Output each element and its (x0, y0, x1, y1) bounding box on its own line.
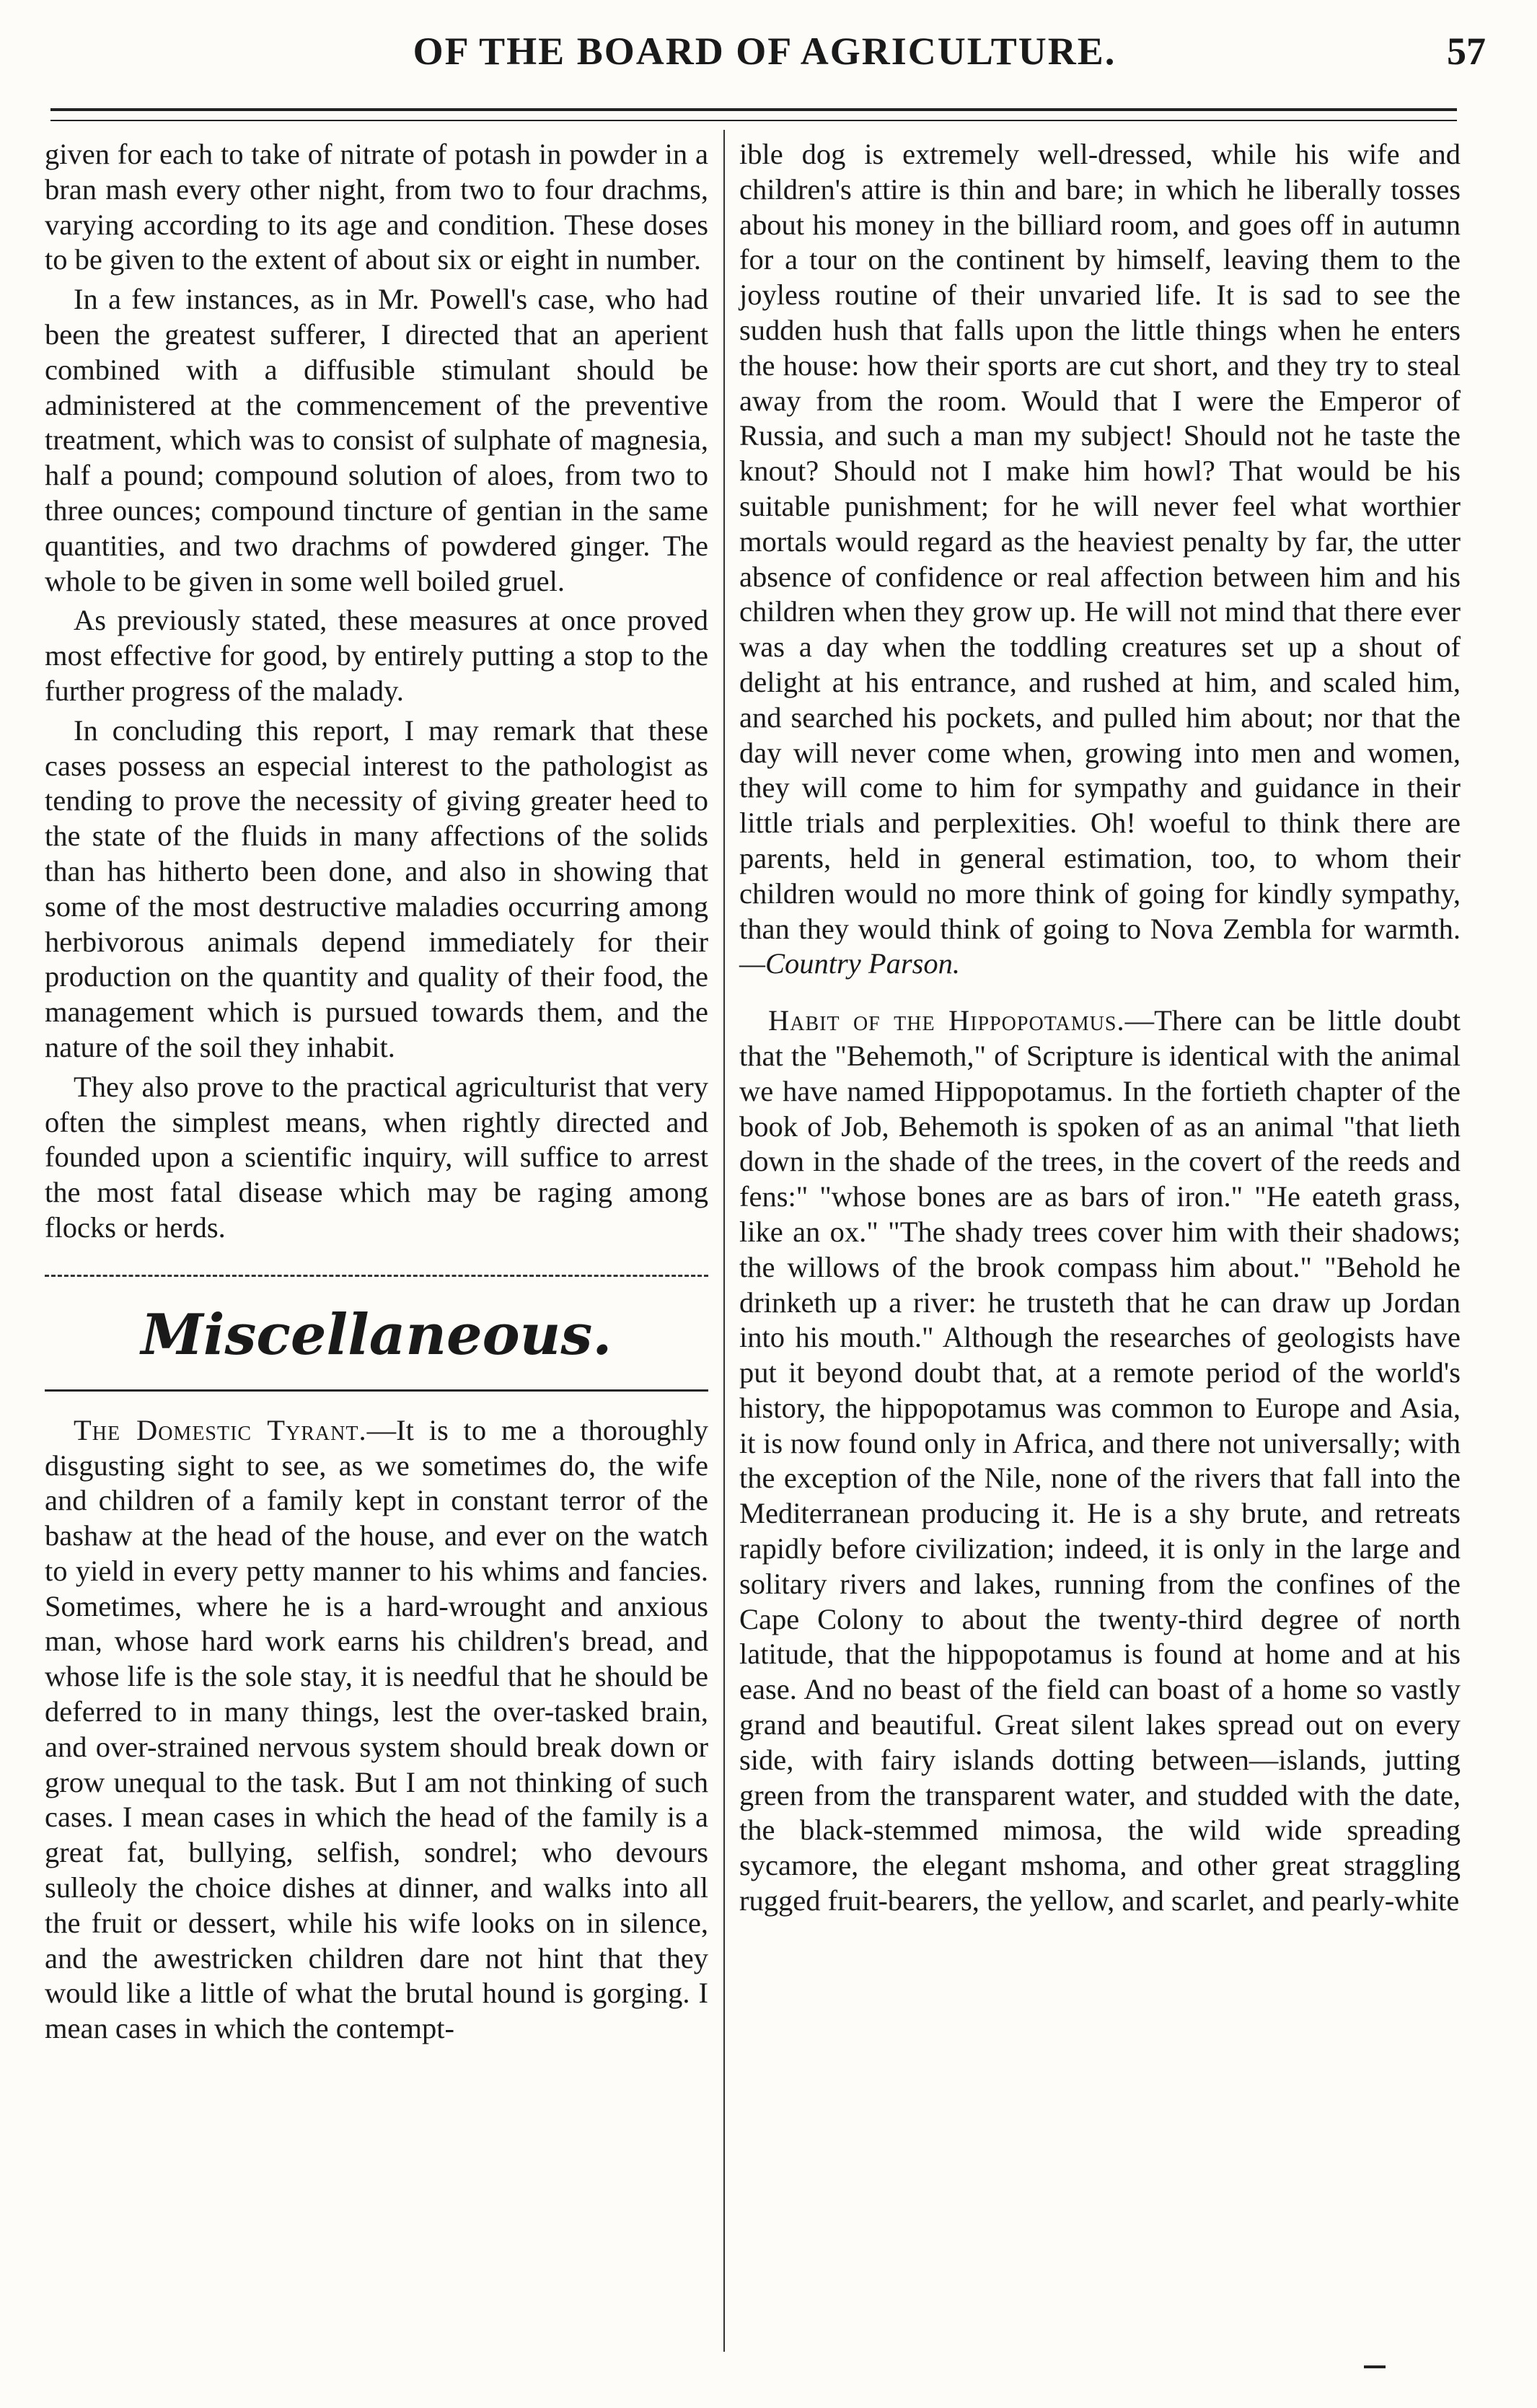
column-divider (723, 130, 725, 2352)
paragraph: In concluding this report, I may remark that these cases possess an especial interest to the pathologist as tending to prove the necessity of giving greater heed to the state of the fluids in many affections of the solids than has hitherto been done, and also in showing that some of the most destructive maladies occurring among herbivorous animals depend immediately for their production on the quantity and quality of their food, the management which is pursued towards them, and the nature of the soil they inhabit. (45, 713, 708, 1063)
heading-rule (45, 1389, 708, 1392)
section-divider (45, 1275, 708, 1277)
header-rule (50, 108, 1457, 121)
catchword-mark (1364, 2365, 1386, 2368)
page-number: 57 (1447, 30, 1486, 73)
running-title: OF THE BOARD OF AGRICULTURE. (413, 30, 1117, 73)
article-title: The Domestic Tyrant. (74, 1413, 367, 1446)
page-header (29, 29, 1500, 94)
article-domestic-tyrant (45, 1413, 708, 2047)
article-title: Habit of the Hippopotamus. (768, 1004, 1125, 1037)
paragraph: In a few instances, as in Mr. Powell's case, who had been the greatest sufferer, I directed that an aperient combined with a diffusible stimulant should be administered at the commencement of the preventive treatment, which was to consist of sulphate of magnesia, half a pound; compound solution of aloes, from two to three ounces; compound tincture of gentian in the same quantities, and two drachms of powdered ginger. The whole to be given in some well boiled gruel. (45, 283, 708, 597)
article-hippopotamus (739, 1003, 1461, 1919)
right-column (739, 137, 1461, 1919)
article-body: ible dog is extremely well-dressed, while his wife and children's attire is thin and bare; in which he liberally tosses about his money in the billiard room, and goes off in autumn for a tour on the continent by himself, leaving them to the joyless routine of their unvaried life. It is sad to see the sudden hush that falls upon the little things when he enters the house: how their sports are cut short, and they try to steal away from the room. Would that I were the Emperor of Russia, and such a man my subject! Should not he taste the knout? Should not I make him howl? That would be his suitable punishment; for he will never feel what worthier mortals would regard as the heaviest penalty by far, the utter absence of confidence or real affection between him and his children when they grow up. He will not mind that there ever was a day when the toddling creatures set up a shout of delight at his entrance, and rushed at him, and scaled him, and searched his pockets, and pulled him about; nor that the day will never come when, growing into men and women, they will come to him for sympathy and guidance in their little trials and perplexities. Oh! woeful to think there are parents, held in general estimation, too, to whom their children would no more think of going for kindly sympathy, than they would think of going to Nova Zembla for warmth. (739, 138, 1461, 945)
paragraph: given for each to take of nitrate of potash in powder in a bran mash every other night, from two to four drachms, varying according to its age and condition. These doses to be given to the extent of about six or eight in number. (45, 138, 708, 276)
article-continued (739, 137, 1461, 982)
section-heading: Miscellaneous. (141, 1301, 612, 1368)
article-signature: —Country Parson. (739, 947, 961, 980)
left-column (45, 137, 708, 2047)
paragraph: As previously stated, these measures at once proved most effective for good, by entirely putting a stop to the further progress of the malady. (45, 604, 708, 707)
article-body: —It is to me a thoroughly disgusting sight to see, as we sometimes do, the wife and children of a family kept in constant terror of the bashaw at the head of the house, and ever on the watch to yield in every petty manner to his whims and fancies. Sometimes, where he is a hard-wrought and anxious man, whose hard work earns his children's bread, and whose life is the sole stay, it is needful that he should be deferred to in many things, lest the over-tasked brain, and over-strained nervous system should break down or grow unequal to the task. But I am not thinking of such cases. I mean cases in which the head of the family is a great fat, bullying, selfish, sondrel; who devours sulleoly the choice dishes at dinner, and walks into all the fruit or dessert, while his wife looks on in silence, and the awestricken children dare not hint that they would like a little of what the brutal hound is gorging. I mean cases in which the contempt- (45, 1413, 709, 2045)
paragraph: They also prove to the practical agriculturist that very often the simplest means, when rightly directed and founded upon a scientific inquiry, will suffice to arrest the most fatal disease which may be raging among flocks or herds. (45, 1070, 708, 1244)
article-body: —There can be little doubt that the "Behemoth," of Scripture is identical with the animal we have named Hippopotamus. In the fortieth chapter of the book of Job, Behemoth is spoken of as an animal "that lieth down in the shade of the trees, in the covert of the reeds and fens:" "whose bones are as bars of iron." "He eateth grass, like an ox." "The shady trees cover him with their shadows; the willows of the brook compass him about." "Behold he drinketh up a river: he trusteth that he can draw up Jordan into his mouth." Although the researches of geologists have put it beyond doubt that, at a remote period of the world's history, the hippopotamus was common to Europe and Asia, it is now found only in Africa, and there not universally; with the exception of the Nile, none of the rivers that fall into the Mediterranean producing it. He is a shy brute, and retreats rapidly before civilization; indeed, it is only in the large and solitary rivers and lakes, running from the confines of the Cape Colony to about the twenty-third degree of north latitude, that the hippopotamus is found at home and at his ease. And no beast of the field can boast of a home so vastly grand and beautiful. Great silent lakes spread out on every side, with fairy islands dotting between—islands, jutting green from the transparent water, and studded with the date, the black-stemmed mimosa, the wild wide spreading sycamore, the elegant mshoma, and other great straggling rugged fruit-bearers, the yellow, and scarlet, and pearly-white (739, 1004, 1461, 1917)
